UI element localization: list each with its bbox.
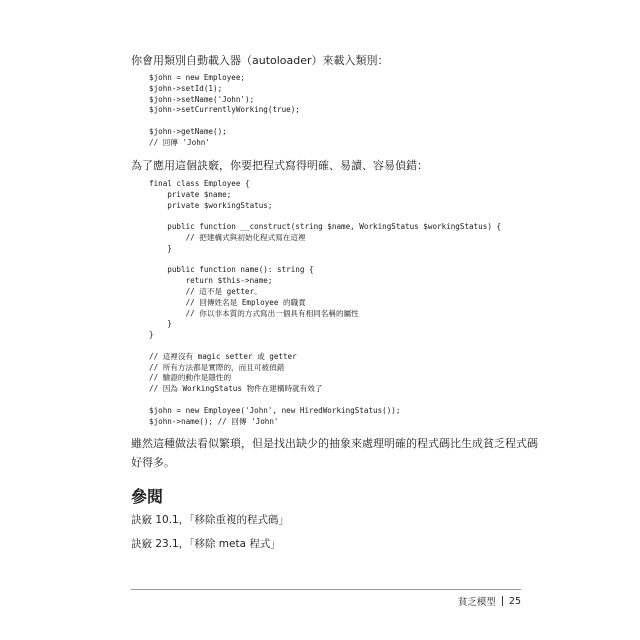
code-line: // 所有方法都是實際的，而且可被偵錯 <box>149 362 285 372</box>
code-line: $john->setName('John'); <box>149 94 255 104</box>
paragraph-2: 為了應用這個訣竅，你要把程式寫得明確、易讀、容易偵錯： <box>131 159 428 172</box>
code-line: // 驗證的動作是隱性的 <box>149 373 232 383</box>
code-line: // 這裡沒有 magic setter 或 getter <box>149 351 297 361</box>
section-heading: 參閱 <box>131 487 164 506</box>
code-line: public function __construct(string $name, WorkingStatus $workingStatus) { <box>149 222 502 232</box>
footer-chapter-title: 貧乏模型 <box>457 597 496 608</box>
page-footer <box>131 594 521 608</box>
code-line: final class Employee { <box>149 179 250 188</box>
intro-paragraph: 你會用類別自動載入器（autoloader）來載入類別： <box>131 54 389 67</box>
code-block-1 <box>149 73 300 149</box>
code-line: } <box>149 330 154 340</box>
code-line: // 這不是 getter。 <box>149 286 262 296</box>
reference-item: 訣竅 10.1，「移除重複的程式碼」 <box>131 514 289 526</box>
code-line: // 因為 WorkingStatus 物件在建構時就有效了 <box>149 384 323 394</box>
paragraph-3: 雖然這種做法看似繁瑣，但是找出缺少的抽象來處理明確的程式碼比生成貧乏程式碼好得多。 <box>131 437 538 469</box>
code-line: $john->name(); // 回傳 'John' <box>149 416 279 426</box>
code-line: public function name(): string { <box>149 265 314 275</box>
code-line: $john->getName(); <box>149 126 227 136</box>
code-line: $john = new Employee; <box>149 73 246 82</box>
code-line: // 把建構式與初始化程式寫在這裡 <box>149 232 306 242</box>
code-line: private $name; <box>149 189 232 199</box>
code-line: } <box>149 319 172 329</box>
code-line: return $this->name; <box>149 276 273 286</box>
code-line: $john->setCurrentlyWorking(true); <box>149 105 300 115</box>
code-line: $john = new Employee('John', new HiredWorkingStatus()); <box>149 405 401 415</box>
code-line: // 你以非本質的方式寫出一個具有相同名稱的屬性 <box>149 308 359 318</box>
code-line: // 回傳 'John' <box>149 137 210 147</box>
footer-divider <box>131 589 521 590</box>
code-line: } <box>149 243 172 253</box>
reference-item: 訣竅 23.1，「移除 meta 程式」 <box>131 538 281 550</box>
code-block-2 <box>149 179 501 427</box>
code-line: $john->setId(1); <box>149 83 223 93</box>
page-number: 25 <box>508 595 521 607</box>
footer-separator <box>502 596 503 606</box>
code-line: private $workingStatus; <box>149 200 273 210</box>
code-line: // 回傳姓名是 Employee 的職責 <box>149 297 306 307</box>
